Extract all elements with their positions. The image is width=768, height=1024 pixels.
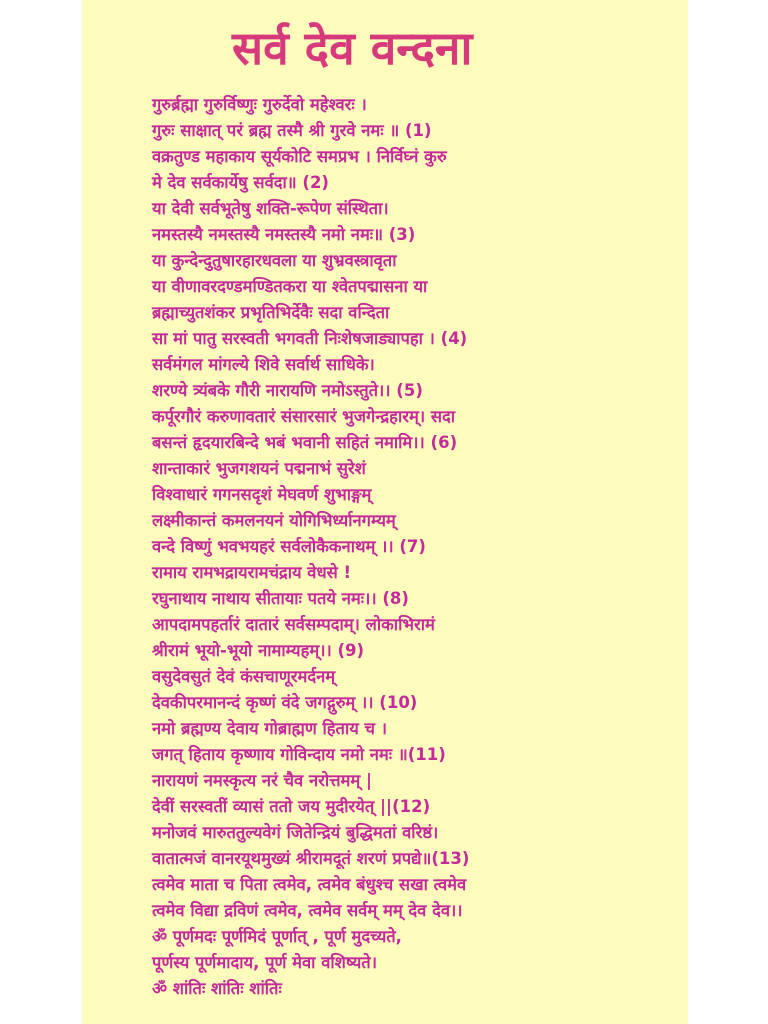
- verse-line: रामाय रामभद्रायरामचंद्राय वेधसे !: [152, 563, 352, 582]
- verse-line: लक्ष्मीकान्तं कमलनयनं योगिभिर्ध्यानगम्यम्: [152, 511, 396, 530]
- verse-line: या देवी सर्वभूतेषु शक्ति-रूपेण संस्थिता।: [152, 199, 389, 218]
- verse-line: ॐ पूर्णमदः पूर्णमिदं पूर्णात् , पूर्ण मुदच्यते,: [152, 927, 402, 946]
- verse-line: रघुनाथाय नाथाय सीतायाः पतये नमः।। (8): [152, 589, 409, 608]
- verse-line: देवकीपरमानन्दं कृष्णं वंदे जगद्गुरुम् ।। (10): [152, 693, 418, 712]
- verse-line: आपदामपहर्तारं दातारं सर्वसम्पदाम्। लोकाभिरामं: [152, 615, 435, 634]
- verse-line: या वीणावरदण्डमण्डितकरा या श्वेतपद्मासना या: [152, 277, 428, 296]
- verse-line: शान्ताकारं भुजगशयनं पद्मनाभं सुरेशं: [152, 459, 366, 478]
- verse-line: देवीं सरस्वतीं व्यासं ततो जय मुदीरयेत् ||(12): [152, 797, 431, 816]
- verse-line: ॐ शांतिः शांतिः शांतिः: [152, 979, 282, 998]
- verse-line: वसुदेवसुतं देवं कंसचाणूरमर्दनम्: [152, 667, 336, 686]
- verse-line: वक्रतुण्ड महाकाय सूर्यकोटि समप्रभ । निर्विघ्नं कुरु: [152, 147, 447, 166]
- page-title: सर्व देव वन्दना: [232, 21, 473, 75]
- verse-line: नमस्तस्यै नमस्तस्यै नमस्तस्यै नमो नमः॥ (3): [152, 225, 416, 244]
- verse-line: त्वमेव विद्या द्रविणं त्वमेव, त्वमेव सर्वम् मम् देव देव।।: [152, 901, 463, 920]
- verse-line: शरण्ये त्र्यंबके गौरी नारायणि नमोऽस्तुते।। (5): [152, 381, 423, 400]
- verse-line: गुरुः साक्षात् परं ब्रह्म तस्मै श्री गुरवे नमः ॥ (1): [152, 121, 432, 140]
- verse-line: मनोजवं मारुततुल्यवेगं जितेन्द्रियं बुद्धिमतां वरिष्ठं।: [152, 823, 439, 842]
- verse-line: कर्पूरगौरं करुणावतारं संसारसारं भुजगेन्द्रहारम्। सदा: [152, 407, 456, 426]
- verse-list: [152, 92, 469, 1002]
- verse-line: सर्वमंगल मांगल्ये शिवे सर्वार्थ साधिके।: [152, 355, 375, 374]
- verse-line: बसन्तं हृदयारबिन्दे भबं भवानी सहितं नमामि।। (6): [152, 433, 458, 452]
- verse-line: ब्रह्माच्युतशंकर प्रभृतिभिर्देवैः सदा वन्दिता: [152, 303, 390, 322]
- poster-page: [82, 0, 688, 1024]
- verse-line: सा मां पातु सरस्वती भगवती निःशेषजाड्यापहा । (4): [152, 329, 468, 348]
- verse-line: नमो ब्रह्मण्य देवाय गोब्राह्मण हिताय च ।: [152, 719, 388, 738]
- verse-line: पूर्णस्य पूर्णमादाय, पूर्ण मेवा वशिष्यते।: [152, 953, 377, 972]
- verse-line: जगत् हिताय कृष्णाय गोविन्दाय नमो नमः ॥(11): [152, 745, 446, 764]
- verse-line: त्वमेव माता च पिता त्वमेव, त्वमेव बंधुश्च सखा त्वमेव: [152, 875, 467, 894]
- verse-line: गुरुर्ब्रह्मा गुरुर्विष्णुः गुरुर्देवो महेश्वरः ।: [152, 95, 367, 114]
- verse-line: वन्दे विष्णुं भवभयहरं सर्वलोकैकनाथम् ।। (7): [152, 537, 426, 556]
- verse-line: या कुन्देन्दुतुषारहारधवला या शुभ्रवस्त्रावृता: [152, 251, 397, 270]
- verse-line: मे देव सर्वकार्येषु सर्वदा॥ (2): [152, 173, 329, 192]
- verse-line: वातात्मजं वानरयूथमुख्यं श्रीरामदूतं शरणं प्रपद्ये॥(13): [152, 849, 470, 868]
- verse-line: विश्वाधारं गगनसदृशं मेघवर्ण शुभाङ्गम्: [152, 485, 372, 504]
- verse-line: श्रीरामं भूयो-भूयो नामाम्यहम्।। (9): [152, 641, 365, 660]
- verse-line: नारायणं नमस्कृत्य नरं चैव नरोत्तमम् |: [152, 771, 373, 790]
